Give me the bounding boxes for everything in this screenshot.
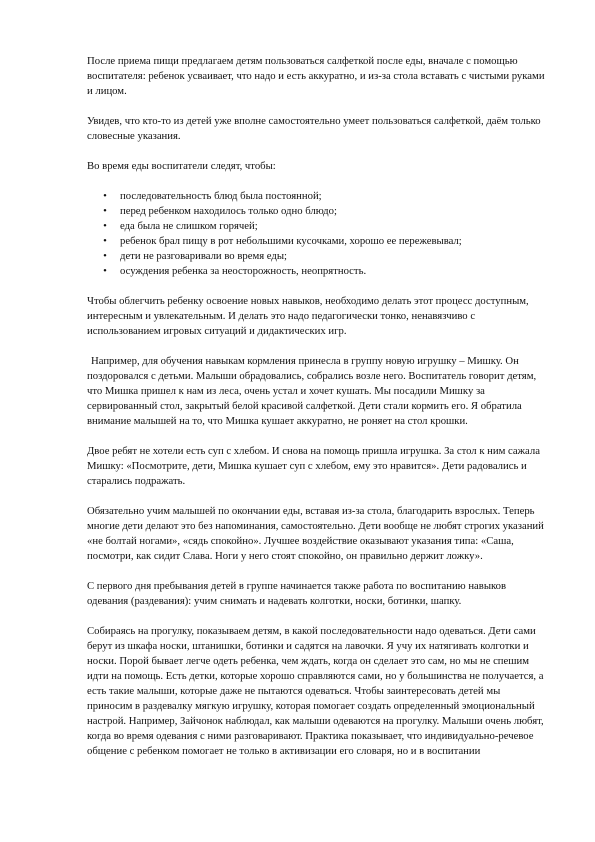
list-item <box>87 219 547 234</box>
bullet-icon: • <box>103 265 107 277</box>
paragraph-napkin-intro: После приема пищи предлагаем детям пользоваться салфеткой после еды, вначале с помощью воспитателя: ребенок усваивает, что надо и есть аккуратно, и из-за стола вставать с чистыми руками и лицом. <box>87 55 545 97</box>
paragraph-verbal-instructions: Увидев, что кто-то из детей уже вполне самостоятельно умеет пользоваться салфеткой, даём только словесные указания. <box>87 115 541 142</box>
meal-rules-list <box>87 189 547 279</box>
paragraph-new-skills: Чтобы облегчить ребенку освоение новых навыков, необходимо делать этот процесс доступным, интересным и увлекательным. И делать это надо педагогически тонко, ненавязчиво с использованием игровых ситуаций и дидактических игр. <box>87 295 529 337</box>
list-item <box>87 204 547 219</box>
bullet-icon: • <box>103 190 107 202</box>
bullet-icon: • <box>103 250 107 262</box>
list-item-text: еда была не слишком горячей; <box>120 220 258 232</box>
list-item-text: дети не разговаривали во время еды; <box>120 250 287 262</box>
list-item <box>87 189 547 204</box>
list-item <box>87 234 547 249</box>
bullet-icon: • <box>103 205 107 217</box>
paragraph-bear-example: Например, для обучения навыкам кормления принесла в группу новую игрушку – Мишку. Он поздоровался с детьми. Малыши обрадовались, собрались возле него. Воспитатель говорит детям, что Мишка пришел к нам из леса, очень устал и хочет кушать. Мы посадили Мишку за сервированный стол, закрытый белой красивой салфеткой. Дети стали кормить его. Я обратила внимание малышей на то, что Мишка кушает аккуратно, не роняет на стол крошки. <box>87 355 537 427</box>
document-page <box>87 54 547 774</box>
paragraph-soup-example: Двое ребят не хотели есть суп с хлебом. И снова на помощь пришла игрушка. За стол к ним сажала Мишку: «Посмотрите, дети, Мишка кушает суп с хлебом, ему это нравится». Дети радовались и старались подражать. <box>87 445 540 487</box>
list-item-text: ребенок брал пищу в рот небольшими кусочками, хорошо ее пережевывал; <box>120 235 462 247</box>
list-item-text: последовательность блюд была постоянной; <box>120 190 322 202</box>
bullet-icon: • <box>103 235 107 247</box>
paragraph-thanking-adults: Обязательно учим малышей по окончании еды, вставая из-за стола, благодарить взрослых. Теперь многие дети делают это без напоминания, самостоятельно. Дети вообще не любят строгих указаний «не болтай ногами», «сядь спокойно». Лучшее воздействие оказывают указания типа: «Саша, посмотри, как сидит Слава. Ноги у него стоят спокойно, он правильно держит ложку». <box>87 505 544 562</box>
list-item <box>87 264 547 279</box>
paragraph-dressing-skills: С первого дня пребывания детей в группе начинается также работа по воспитанию навыков одевания (раздевания): учим снимать и надевать колготки, носки, ботинки, шапку. <box>87 580 507 607</box>
list-item-text: осуждения ребенка за неосторожность, неопрятность. <box>120 265 367 277</box>
bullet-icon: • <box>103 220 107 232</box>
list-item <box>87 249 547 264</box>
paragraph-list-intro: Во время еды воспитатели следят, чтобы: <box>87 160 276 172</box>
paragraph-walk-preparation: Собираясь на прогулку, показываем детям, в какой последовательности надо одеваться. Дети сами берут из шкафа носки, штанишки, ботинки и садятся на лавочки. Я учу их натягивать колготки и носки. Порой бывает легче одеть ребенка, чем ждать, когда он сделает это сам, но мы не спешим идти на помощь. Есть детки, которые хорошо справляются сами, но у большинства не получается, а есть такие малыши, которые даже не пытаются одеваться. Чтобы заинтересовать детей мы приносим в раздевалку мягкую игрушку, которая помогает создать определенный эмоциональный настрой. Например, Зайчонок наблюдал, как малыши одеваются на прогулку. Малыши очень любят, когда во время одевания с ними разговаривают. Практика показывает, что индивидуально-речевое общение с ребенком помогает не только в активизации его словаря, но и в воспитании <box>87 625 544 757</box>
list-item-text: перед ребенком находилось только одно блюдо; <box>120 205 337 217</box>
